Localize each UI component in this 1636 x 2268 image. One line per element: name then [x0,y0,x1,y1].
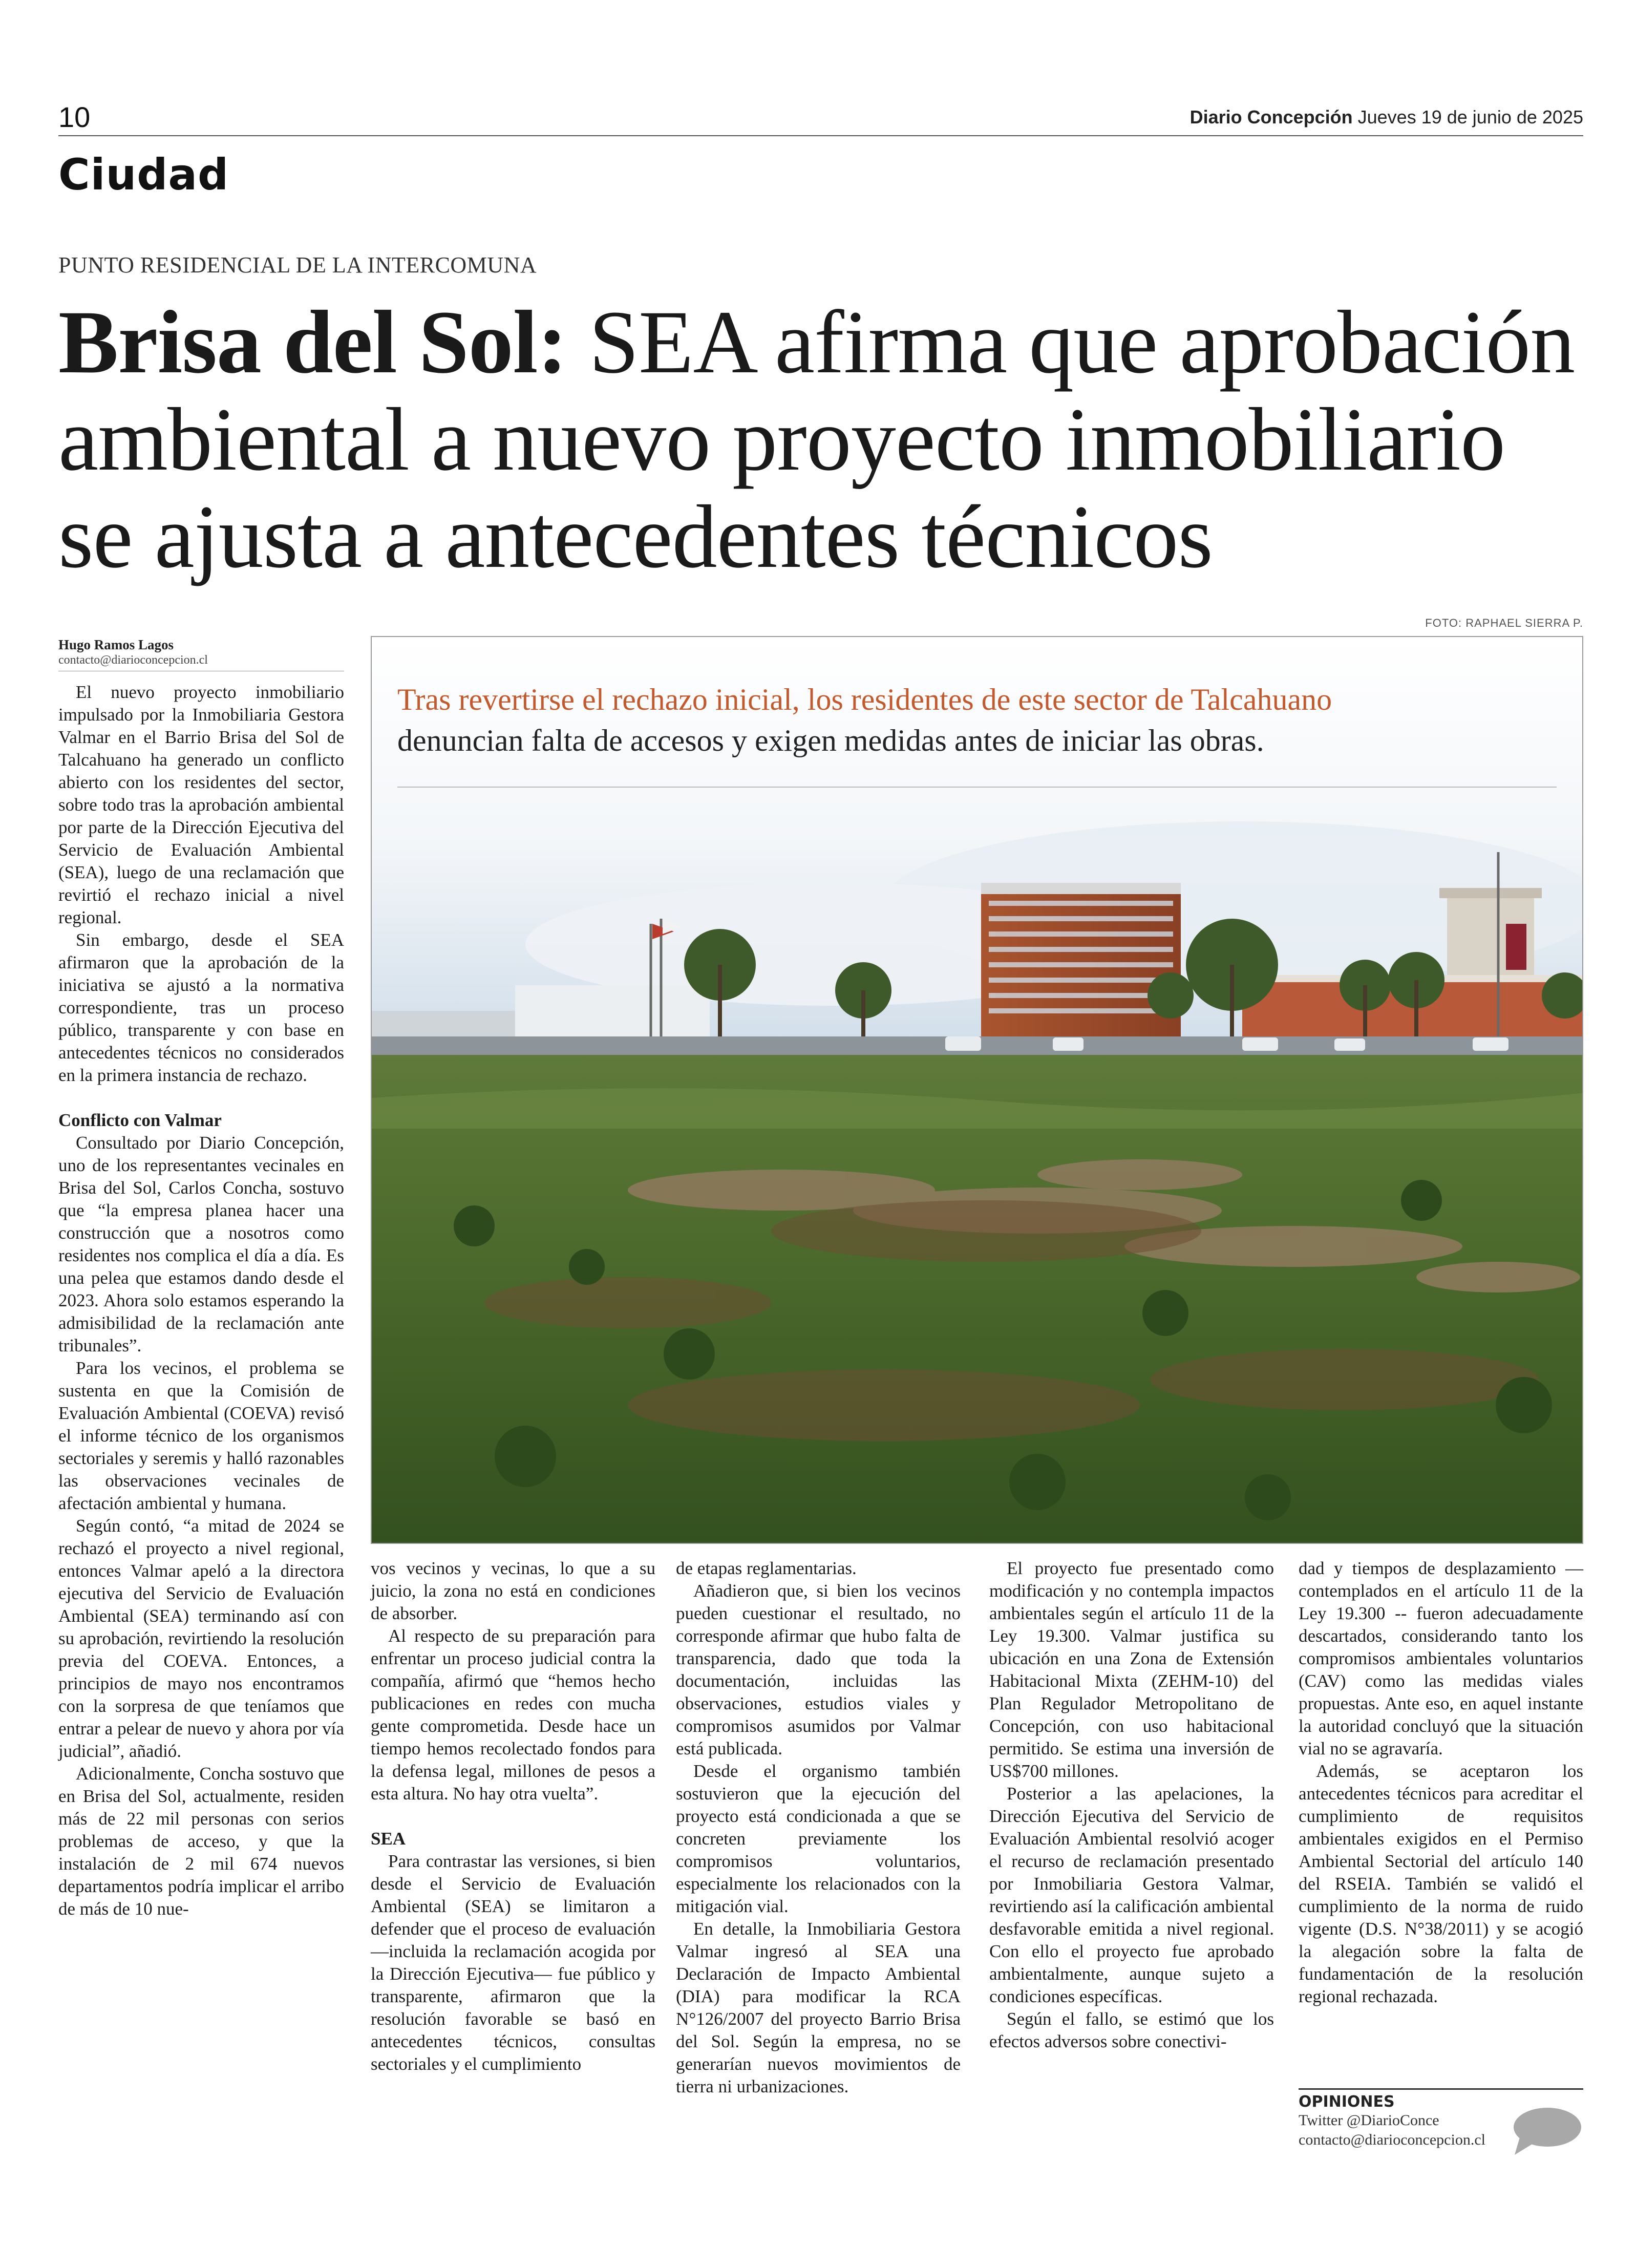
opinions-rule [1299,2088,1583,2090]
opinions-box [1299,2088,1583,2150]
paragraph: En detalle, la Inmobiliaria Gestora Valmar ingresó al SEA una Declaración de Impacto Ambiental (DIA) para modificar la RCA N°126/2007 del proyecto Barrio Brisa del Sol. Según la empresa, no se generarían nuevos movimientos de tierra ni urbanizaciones. [676,1919,961,2096]
paragraph: Sin embargo, desde el SEA afirmaron que la aprobación de la iniciativa se ajustó a la normativa correspondiente, tras un proceso público, transparente y con base en antecedentes técnicos no considerados en la primera instancia de rechazo. [58,930,344,1085]
paragraph: Consultado por Diario Concepción, uno de los representantes vecinales en Brisa del Sol, Carlos Concha, sostuvo que “la empresa planea hacer una construcción que a nosotros como residentes nos complica el día a día. Es una pelea que estamos dando desde el 2023. Ahora solo estamos esperando la admisibilidad de la reclamación ante tribunales”. [58,1133,344,1355]
byline-email: contacto@diarioconcepcion.cl [58,653,208,667]
photo-credit: FOTO: RAPHAEL SIERRA P. [1425,617,1583,629]
paragraph: Según el fallo, se estimó que los efectos adversos sobre conectivi- [989,2009,1274,2051]
text-column-2 [371,1557,655,2075]
header-rule [58,135,1583,136]
caption-accent: Tras revertirse el rechazo inicial, los residentes de este sector de Talcahuano [397,683,1332,716]
paragraph: Añadieron que, si bien los vecinos pueden cuestionar el resultado, no corresponde afirmar que hubo falta de transparencia, dado que toda la documentación, incluidas las observaciones, estudios viales y compromisos asumidos por Valmar está publicada. [676,1581,961,1758]
paragraph: El proyecto fue presentado como modificación y no contempla impactos ambientales según el artículo 11 de la Ley 19.300. Valmar justifica su ubicación en una Zona de Extensión Habitacional Mixta (ZEHM-10) del Plan Regulador Metropolitano de Concepción, con uso habitacional permitido. Se estima una inversión de US$700 millones. [989,1558,1274,1781]
text-column-5 [1299,1557,1583,2008]
article-photo [371,636,1583,1544]
text-column-4 [989,1557,1274,2053]
paragraph: Según contó, “a mitad de 2024 se rechazó el proyecto a nivel regional, entonces Valmar apeló a la directora ejecutiva del Servicio de Evaluación Ambiental (SEA) terminando así con su aprobación, revirtiendo la resolución previa del COEVA. Entonces, a principios de mayo nos encontramos con la sorpresa de que teníamos que entrar a pelear de nuevo y ahora por vía judicial”, añadió. [58,1516,344,1761]
opinions-email[interactable]: contacto@diarioconcepcion.cl [1299,2131,1485,2148]
paragraph: El nuevo proyecto inmobiliario impulsado por la Inmobiliaria Gestora Valmar en el Barrio Brisa del Sol de Talcahuano ha generado un conflicto abierto con los residentes del sector, sobre todo tras la aprobación ambiental por parte de la Dirección Ejecutiva del Servicio de Evaluación Ambiental (SEA), luego de una reclamación que revirtió el rechazo inicial a nivel regional. [58,682,344,927]
article-headline [58,294,1595,586]
paragraph: vos vecinos y vecinas, lo que a su juicio, la zona no está en condiciones de absorber. [371,1558,655,1623]
paragraph: Desde el organismo también sostuvieron que la ejecución del proyecto está condicionada a que se concreten previamente los compromisos voluntarios, especialmente los relacionados con la mitigación vial. [676,1761,961,1916]
subhead-sea: SEA [371,1829,406,1849]
caption-main: denuncian falta de accesos y exigen medidas antes de iniciar las obras. [397,724,1264,757]
publication-date: Jueves 19 de junio de 2025 [1357,107,1583,128]
opinions-title: OPINIONES [1299,2093,1395,2111]
paragraph: dad y tiempos de desplazamiento —contemplados en el artículo 11 de la Ley 19.300 -- fueron adecuadamente descartados, considerando tanto los compromisos ambientales voluntarios (CAV) como las medidas viales propuestas. Ante eso, en aquel instante la autoridad concluyó que la situación vial no se agravaría. [1299,1558,1583,1758]
masthead [1190,107,1583,128]
paragraph: de etapas reglamentarias. [676,1558,857,1578]
headline-part-3: se ajusta a antecedentes técnicos [58,487,1213,587]
article-kicker: PUNTO RESIDENCIAL DE LA INTERCOMUNA [58,252,537,278]
paragraph: Al respecto de su preparación para enfrentar un proceso judicial contra la compañía, afirmó que “hemos hecho publicaciones en redes con mucha gente comprometida. Desde hace un tiempo hemos recolectado fondos para la defensa legal, millones de pesos a esta altura. No hay otra vuelta”. [371,1626,655,1804]
text-column-1 [58,681,344,1920]
publication-name: Diario Concepción [1189,107,1353,128]
speech-bubble-icon [1511,2106,1582,2157]
headline-part-2: ambiental a nuevo proyecto inmobiliario [58,390,1505,490]
section-name: Ciudad [58,150,229,200]
photo-caption [397,679,1565,761]
subhead-conflict: Conflicto con Valmar [58,1110,222,1130]
text-column-3 [676,1557,961,2098]
headline-part-1: SEA afirma que aprobación [567,292,1575,392]
opinions-twitter[interactable]: Twitter @DiarioConce [1299,2112,1439,2129]
caption-rule [397,787,1557,788]
paragraph: Adicionalmente, Concha sostuvo que en Brisa del Sol, actualmente, residen más de 22 mil personas con serios problemas de acceso, y que la instalación de 2 mil 674 nuevos departamentos podría implicar el arribo de más de 10 nue- [58,1764,344,1919]
paragraph: Además, se aceptaron los antecedentes técnicos para acreditar el cumplimiento de requisitos ambientales exigidos en el Permiso Ambiental Sectorial del artículo 140 del RSEIA. También se validó el cumplimiento de la norma de ruido vigente (D.S. N°38/2011) y se acogió la alegación sobre la falta de fundamentación de la resolución regional rechazada. [1299,1761,1583,2006]
paragraph: Posterior a las apelaciones, la Dirección Ejecutiva del Servicio de Evaluación Ambiental resolvió acoger el recurso de reclamación presentado por Inmobiliaria Gestora Valmar, revirtiendo así la calificación ambiental desfavorable emitida a nivel regional. Con ello el proyecto fue aprobado ambientalmente, aunque sujeto a condiciones específicas. [989,1784,1274,2006]
byline-author: Hugo Ramos Lagos [58,637,174,652]
headline-strong: Brisa del Sol: [58,292,567,392]
page-number: 10 [58,101,91,133]
paragraph: Para contrastar las versiones, si bien desde el Servicio de Evaluación Ambiental (SEA) se limitaron a defender que el proceso de evaluación —incluida la reclamación acogida por la Dirección Ejecutiva— fue público y transparente, afirmaron que la resolución favorable se basó en antecedentes técnicos, consultas sectoriales y el cumplimiento [371,1851,655,2074]
paragraph: Para los vecinos, el problema se sustenta en que la Comisión de Evaluación Ambiental (COEVA) revisó el informe técnico de los organismos sectoriales y seremis y halló razonables las observaciones vecinales de afectación ambiental y humana. [58,1358,344,1513]
photo-illustration [372,637,1583,1544]
